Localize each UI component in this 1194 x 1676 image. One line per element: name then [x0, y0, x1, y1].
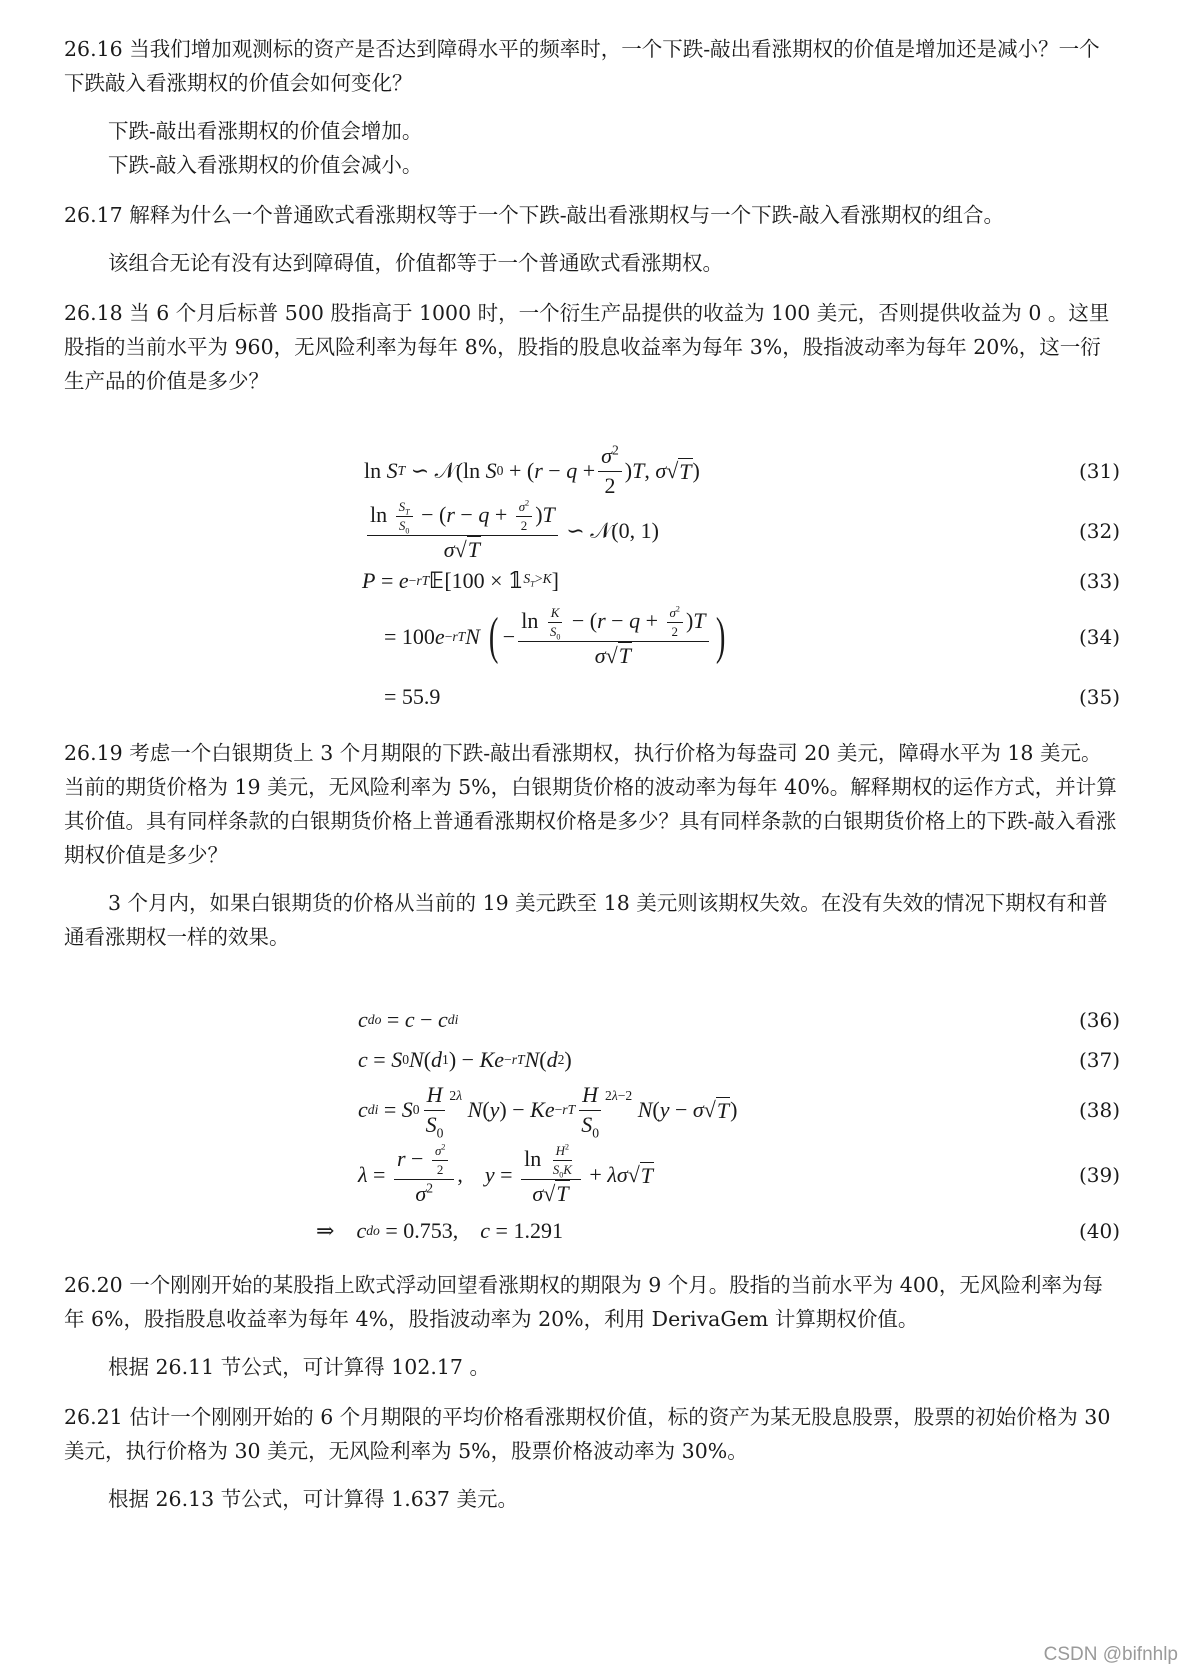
answer-26-16-line-2: 下跌-敲入看涨期权的价值会减小。 — [108, 153, 423, 177]
equation-34: = 100 e −rT N ( − ln $\frac{K}{S_0}$ − (r − q + $\frac{\sigma^2}{2}$ )T σ√T ) (34) — [384, 604, 1120, 669]
question-26-21: 26.21 估计一个刚刚开始的 6 个月期限的平均价格看涨期权价值，标的资产为某无股息股票，股票的初始价格为 30 美元，执行价格为 30 美元，无风险利率为 5%，股票价格波动率为 30%。 — [64, 1405, 1111, 1463]
watermark: CSDN @bifnhlp — [1043, 1644, 1178, 1665]
question-26-18: 26.18 当 6 个月后标普 500 股指高于 1000 时，一个衍生产品提供的收益为 100 美元，否则提供收益为 0 。这里股指的当前水平为 960，无风险利率为每年 8%，股指的股息收益率为每年 3%，股指波动率为每年 20%，这一衍生产品的价值是多少？ — [64, 301, 1110, 393]
equation-number: (40) — [1078, 1219, 1120, 1243]
equation-32: ln $\frac{S_T}{S_0}$ − (r − q + $\frac{\sigma^2}{2}$ )T σ√T ∽ 𝒩(0, 1) (32) — [64, 500, 1120, 562]
equation-36: c do = c − c di (36) — [358, 1007, 1120, 1032]
equation-number: (36) — [1078, 1008, 1120, 1032]
equation-number: (35) — [1078, 685, 1120, 709]
equation-number: (33) — [1078, 569, 1120, 593]
question-26-17: 26.17 解释为什么一个普通欧式看涨期权等于一个下跌-敲出看涨期权与一个下跌-敲入看涨期权的组合。 — [64, 203, 1005, 227]
equation-40: ⇒ c do = 0.753 , c = 1.291 (40) — [316, 1218, 1120, 1243]
answer-26-20: 根据 26.11 节公式，可计算得 102.17 。 — [108, 1355, 490, 1379]
equation-38: c di = S 0 $\frac{H}{S_0}$ $^{2\lambda}$ N ( y ) − Ke −rT $\frac{H}{S_0}$ $^{2\lambda -2}$ N ( y − σ √ T ) (38) — [358, 1082, 1120, 1140]
answer-26-19: 3 个月内，如果白银期货的价格从当前的 19 美元跌至 18 美元则该期权失效。在没有失效的情况下期权有和普通看涨期权一样的效果。 — [64, 891, 1108, 949]
question-26-19: 26.19 考虑一个白银期货上 3 个月期限的下跌-敲出看涨期权，执行价格为每盎司 20 美元，障碍水平为 18 美元。当前的期货价格为 19 美元，无风险利率为 5%，白银期货价格的波动率为每年 40%。解释期权的运作方式，并计算其价值。具有同样条款的白银期货价格上普通看涨期权价格是多少？具有同样条款的白银期货价格上的下跌-敲入看涨期权价值是多少？ — [64, 741, 1117, 867]
answer-26-16-line-1: 下跌-敲出看涨期权的价值会增加。 — [108, 119, 423, 143]
equation-number: (34) — [1078, 625, 1120, 649]
result-26-18: = 55.9 — [384, 684, 441, 709]
equation-number: (32) — [1078, 519, 1120, 543]
equation-37: c = S 0 N ( d 1 ) − Ke −rT N ( d 2 ) (37) — [358, 1047, 1120, 1072]
equation-number: (39) — [1078, 1163, 1120, 1187]
answer-26-17: 该组合无论有没有达到障碍值，价值都等于一个普通欧式看涨期权。 — [108, 251, 723, 275]
document-page — [64, 32, 1120, 1516]
equation-39: λ = r − $\frac{\sigma^2}{2}$ $\sigma^2$ , y = ln $\frac{H^2}{S_0K}$ σ√T + λσ √ T (39) — [358, 1142, 1120, 1207]
equations-26-18 — [64, 442, 1120, 720]
equation-number: (38) — [1078, 1098, 1120, 1122]
equation-number: (31) — [1078, 459, 1120, 483]
equation-33: P = e −rT 𝔼 [100 × 𝟙 $S_T>K$ ] (33) — [362, 568, 1120, 594]
equations-26-19 — [64, 1000, 1120, 1252]
cdo-value: 0.753 — [403, 1218, 453, 1243]
question-26-16: 26.16 当我们增加观测标的资产是否达到障碍水平的频率时，一个下跌-敲出看涨期权的价值是增加还是减小？一个下跌敲入看涨期权的价值会如何变化？ — [64, 37, 1100, 95]
equation-number: (37) — [1078, 1048, 1120, 1072]
c-value: 1.291 — [513, 1218, 563, 1243]
question-26-20: 26.20 一个刚刚开始的某股指上欧式浮动回望看涨期权的期限为 9 个月。股指的当前水平为 400，无风险利率为每年 6%，股指股息收益率为每年 4%，股指波动率为 20%，利用 DerivaGem 计算期权价值。 — [64, 1273, 1103, 1331]
answer-26-21: 根据 26.13 节公式，可计算得 1.637 美元。 — [108, 1487, 518, 1511]
equation-31: ln S T ∽ 𝒩(ln S 0 + ( r − q + $\frac{\sigma^2}{2}$ ) T , σ √ T ) (31) — [364, 442, 1120, 498]
equation-35 — [64, 674, 1120, 720]
